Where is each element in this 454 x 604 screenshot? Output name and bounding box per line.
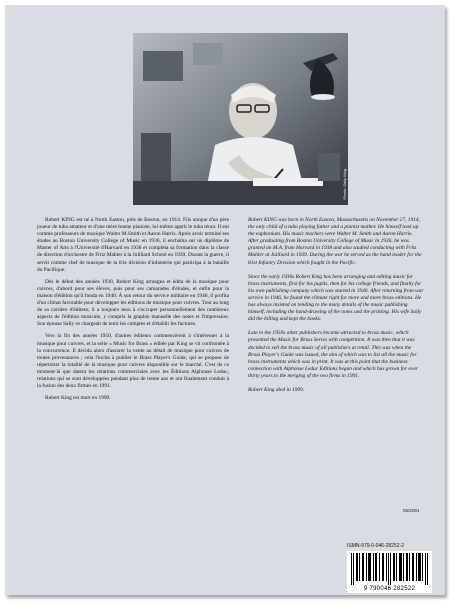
barcode [347,551,432,593]
barcode-bars [347,551,432,585]
french-paragraph: Robert KING est né à North Easton, près de Boston, en 1914. Fils unique d'un père joueur de tuba amateur et d'une mère bonne pianiste, lui-même apprit le tuba ténor. Il eut comme professeurs de musique Walter M.Smith et Aaron Harris. Après avoir terminé ses études au Boston University College of Music en 1936, il enchaîna sur un diplôme de Master of Arts à l'Université d'Harvard en 1938 et compléta sa formation dans la classe de direction d'orchestre de Fritz Mahler à la Juilliard School en 1939. Durant la guerre, il servit comme chef de musique de la 81e division d'infanterie qui participa à la bataille du Pacifique. [37,217,229,273]
back-cover-page [5,5,445,595]
french-paragraph: Dès le début des années 1930, Robert King arrangea et édita de la musique pour cuivres, d'abord pour ses élèves, puis pour ses camarades d'études, et enfin pour la maison d'édition qu'il fonda en 1940. À son retour du service militaire en 1946, il profita d'un climat favorable pour développer les éditions de musique pour cuivres. Tout au long de sa carrière d'éditeur, il a toujours tenu à s'occuper personnellement des nombreux aspects de l'édition musicale, y compris la graphie manuelle des notes et l'impression. Son épouse Sally se chargeait de tenir les comptes et d'établir les factures. [37,278,229,328]
ismn-number: ISMN-979-0-046-28252-2 [347,543,404,549]
english-paragraph: Since the early 1930s Robert King has been arranging and editing music for brass instruments, first for his pupils, then for his college friends, and finally for his own publishing company which was started in 1940. After returning from war service in 1946, he found the climate right for more and more brass editions. He has always insisted on tending to the many details of the music publishing himself, including the hand-drawing of the notes and the printing. His wife Sally did the billing and kept the books. [248,273,424,323]
barcode-digits: 9 790046 282522 [363,586,416,592]
french-paragraph: Vers la fin des années 1950, d'autres éditeurs commencèrent à s'intéresser à la musique pour cuivres, et la série « Music for Brass » éditée par King se vit confrontée à la concurrence. Il décida alors d'assurer la vente au détail de musique pour cuivres de toutes provenances ; cela l'incita à publier le Brass Player's Guide, qui se propose de répertorier la totalité de la musique pour cuivres disponible sur le marché. C'est de ce moment-là que datent les relations commerciales avec les Éditions Alphonse Leduc, relations qui se sont développées pendant plus de trente ans et ont finalement conduit à la fusion des deux firmes en 1991. [37,333,229,390]
french-paragraph: Robert King est mort en 1999. [45,395,111,402]
english-paragraph: Robert King died in 1999. [248,386,305,393]
french-biography [37,217,229,407]
english-paragraph: Late in the 1950s other publishers became attracted to brass music, which presented the Music for Brass Series with competition. It was then that it was decided to sell the brass music of all publishers at retail. This was when the Brass Player's Guide was issued, the aim of which was to list all the music for brass instruments which was in print. It was at this point that the business connection with Alphonse Leduc Editions began and which has grown for over thirty years to the merging of the two firms in 1991. [248,330,418,379]
english-paragraph: Robert KING was born in North Easton, Massachusetts on November 27, 1914, the only child of a tuba playing father and a pianist mother. He himself took up the euphonium. His music teachers were Walter M. Smith and Aaron Harris. After graduating from Boston University College of Music in 1936, he was granted an M.A. from Harvard in 1938 and also studied conducting with Fritz Mahler at Juilliard in 1939. During the war he served as the band leader for the 81st Infantry Division which fought in the Pacific. [248,217,422,266]
photo-credit: Photo: Sally King [342,168,347,199]
edition-code: 05/2001 [403,508,420,513]
portrait-illustration [133,33,348,205]
english-biography [248,217,424,401]
portrait-photo [133,33,348,205]
